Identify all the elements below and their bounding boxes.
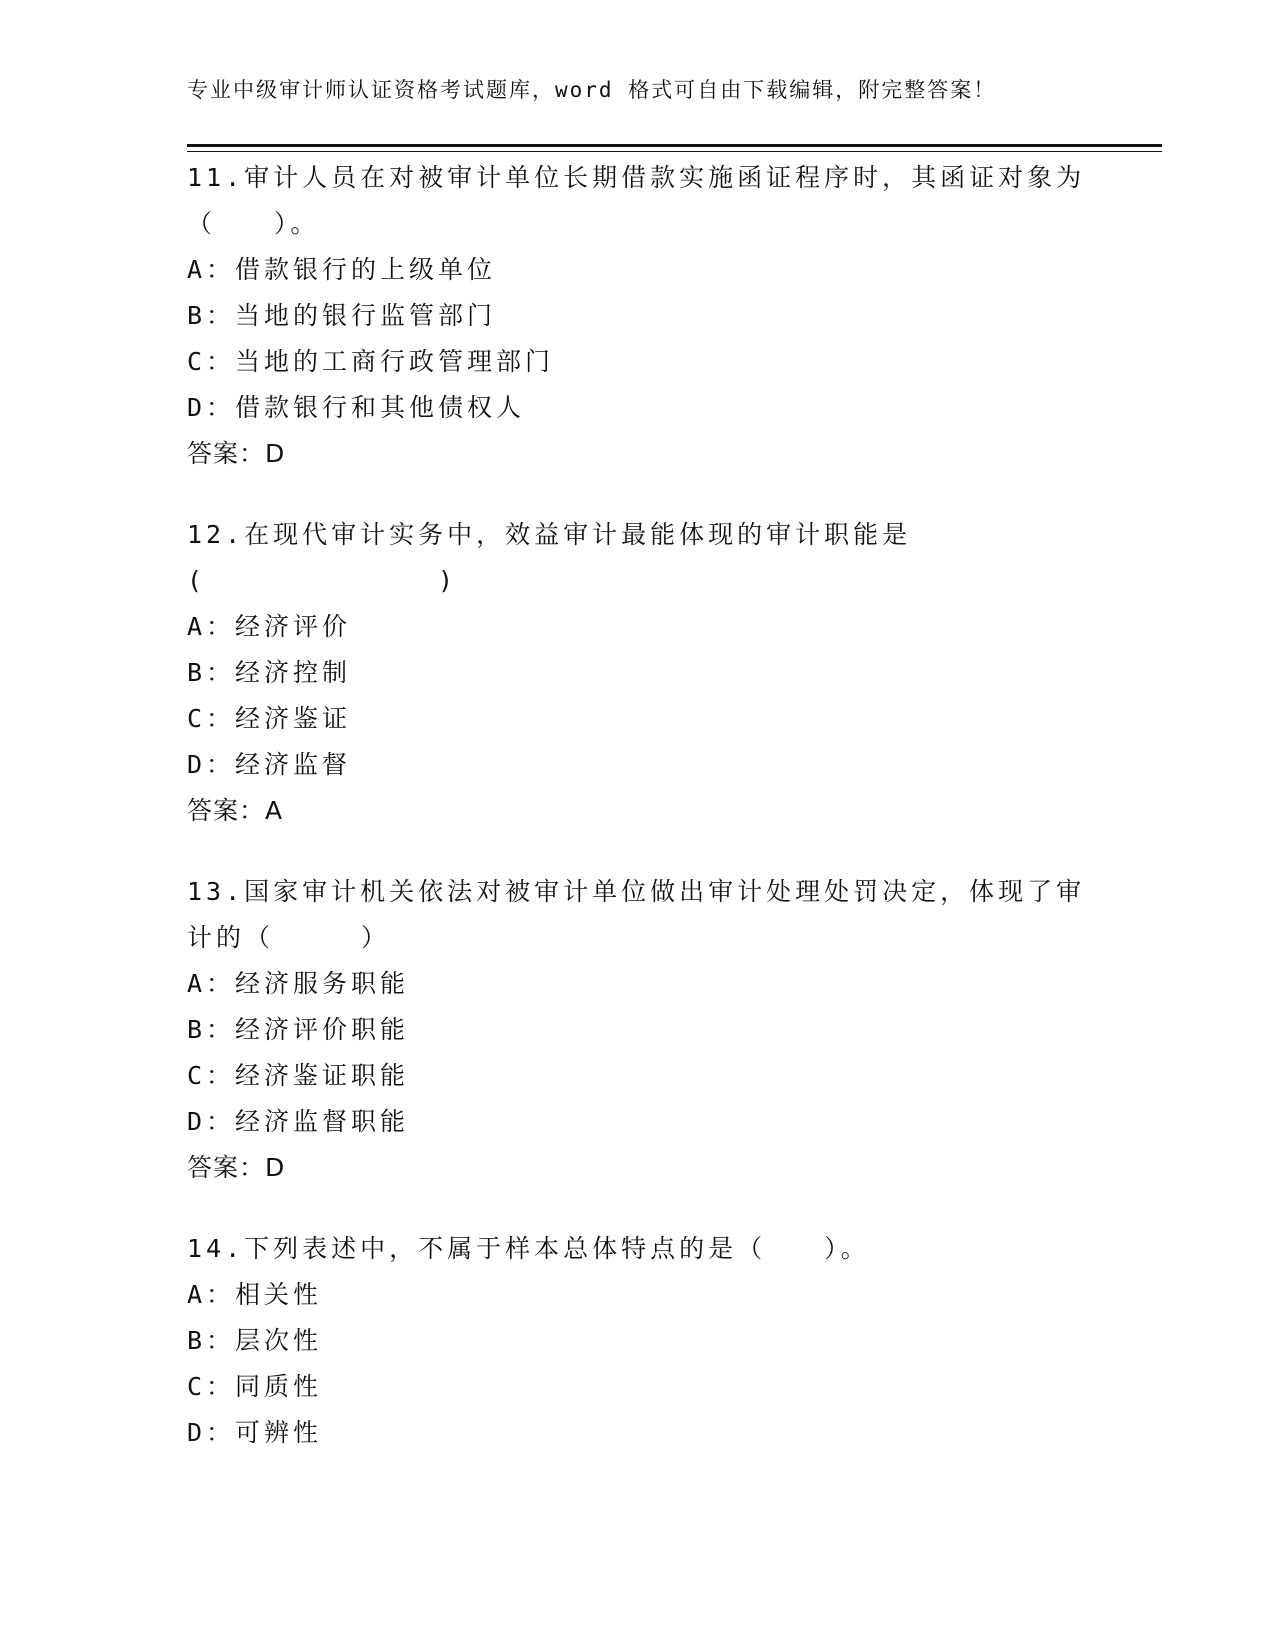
option-c: C：经济鉴证 <box>187 704 352 733</box>
option-a: A：经济评价 <box>187 612 352 641</box>
option-d: D：可辨性 <box>187 1418 323 1447</box>
question-13 <box>187 869 1087 1191</box>
option-a: A：经济服务职能 <box>187 969 410 998</box>
question-stem-line: 11.审计人员在对被审计单位长期借款实施函证程序时，其函证对象为 <box>187 163 1086 192</box>
option-b: B：经济控制 <box>187 658 352 687</box>
option-c: C：同质性 <box>187 1372 323 1401</box>
question-11 <box>187 155 1087 477</box>
question-stem-line: 13.国家审计机关依法对被审计单位做出审计处理处罚决定，体现了审 <box>187 877 1086 906</box>
option-b: B：经济评价职能 <box>187 1015 410 1044</box>
option-d: D：经济监督职能 <box>187 1107 410 1136</box>
option-b: B：当地的银行监管部门 <box>187 301 497 330</box>
question-stem-line: ( ) <box>187 566 458 595</box>
question-stem-line: 12.在现代审计实务中，效益审计最能体现的审计职能是 <box>187 520 912 549</box>
option-d: D：借款银行和其他债权人 <box>187 393 526 422</box>
header-rule-thick <box>187 144 1162 147</box>
question-14 <box>187 1226 1087 1456</box>
option-a: A：借款银行的上级单位 <box>187 255 497 284</box>
answer-line: 答案：A <box>187 796 284 825</box>
option-c: C：当地的工商行政管理部门 <box>187 347 555 376</box>
question-stem-line: 计的（ ） <box>187 923 391 952</box>
option-a: A：相关性 <box>187 1280 323 1309</box>
header-rule-thin <box>187 151 1162 152</box>
option-b: B：层次性 <box>187 1326 323 1355</box>
option-c: C：经济鉴证职能 <box>187 1061 410 1090</box>
question-12 <box>187 512 1087 834</box>
header-title: 专业中级审计师认证资格考试题库，word 格式可自由下载编辑，附完整答案！ <box>187 78 997 102</box>
question-stem-line: 14.下列表述中，不属于样本总体特点的是（ ）。 <box>187 1234 870 1263</box>
answer-line: 答案：D <box>187 439 286 468</box>
answer-line: 答案：D <box>187 1153 286 1182</box>
option-d: D：经济监督 <box>187 750 352 779</box>
question-stem-line: （ ）。 <box>187 209 320 238</box>
